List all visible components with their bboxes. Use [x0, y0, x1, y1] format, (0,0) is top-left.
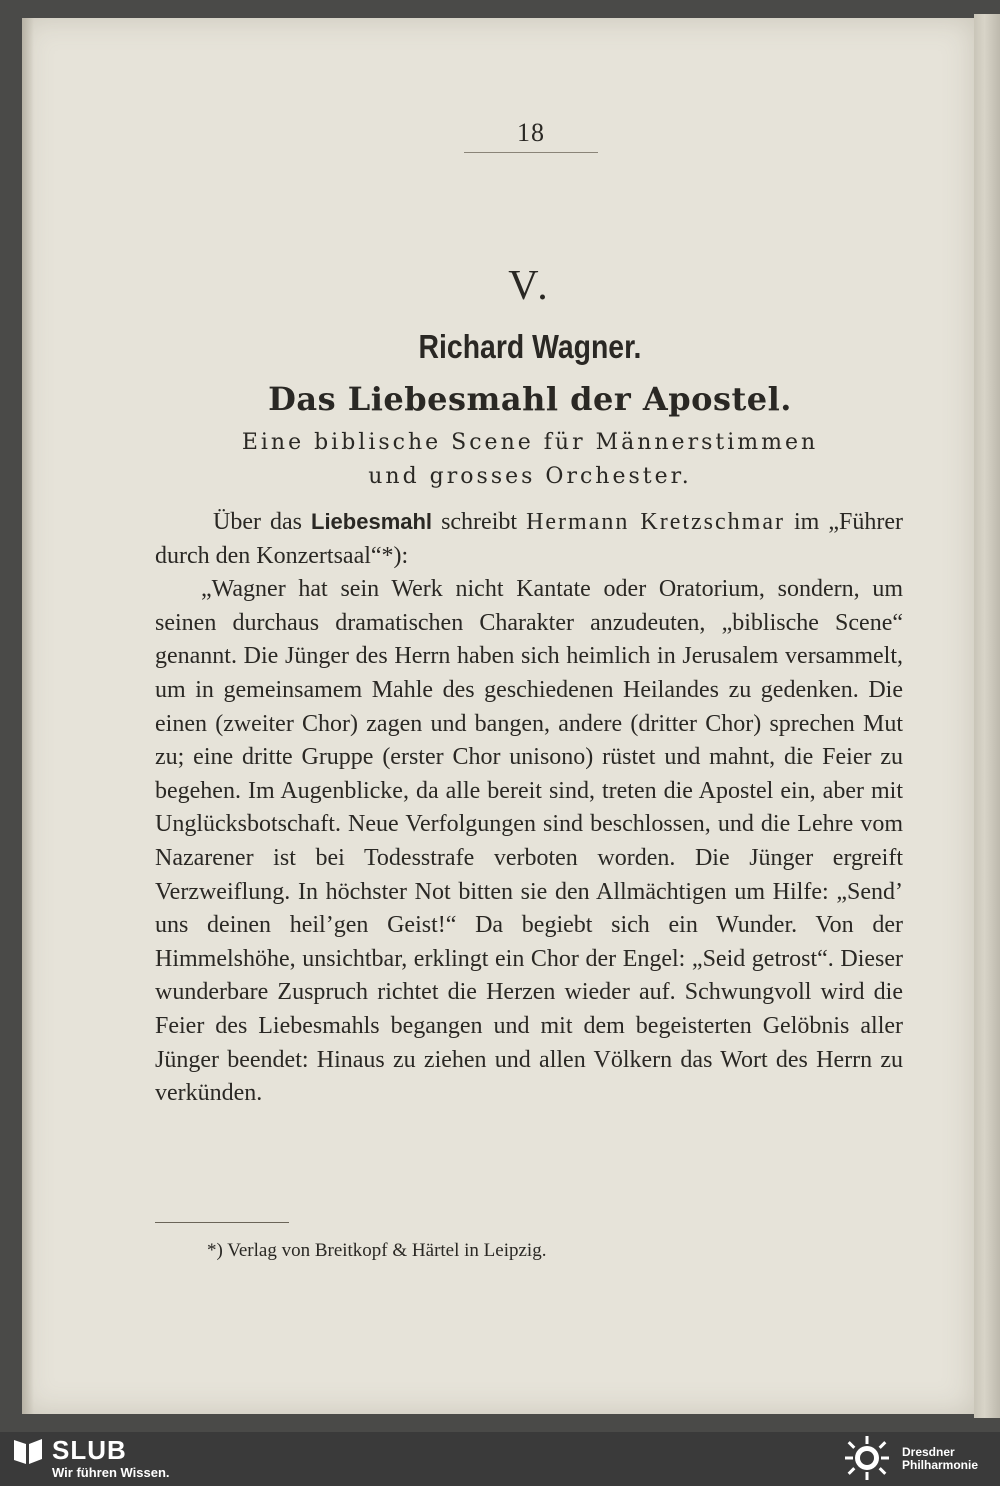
slub-tagline: Wir führen Wissen. [52, 1465, 170, 1480]
philharmonie-name [902, 1446, 978, 1472]
subtitle-line-1: Eine biblische Scene für Männerstimmen [241, 430, 819, 455]
chapter-numeral: V. [508, 263, 552, 309]
footnote-rule [155, 1222, 289, 1223]
page-number-rule [464, 152, 598, 153]
slub-book-icon[interactable] [12, 1436, 46, 1466]
author-name: Hermann Kretzschmar [526, 509, 785, 535]
footnote: *) Verlag von Breitkopf & Härtel in Leipzig. [207, 1240, 547, 1261]
philharmonie-name-line-2: Philharmonie [902, 1458, 979, 1472]
slub-logo-text[interactable]: SLUB [52, 1435, 127, 1465]
quote-paragraph: „Wagner hat sein Werk nicht Kantate oder Oratorium, sondern, um seinen durchaus dramatischen Charakter anzudeuten, „biblische Scene“ genannt. Die Jünger des Herrn haben sich heimlich in Jerusalem versammelt, um in gemeinsamem Mahle des geschiedenen Heilandes zu gedenken. Die einen (zweiter Chor) zagen und bangen, andere (dritter Chor) sprechen Mut zu; eine dritte Gruppe (erster Chor unisono) rüstet und mahnt, die Feier zu begehen. Im Augenblicke, da alle bereit sind, treten die Apostel ein, aber mit Unglücksbotschaft. Neue Verfolgungen sind beschlossen, und die Lehre vom Nazarener ist bei Todesstrafe verboten worden. Die Jünger ergreift Verzweiflung. In höchster Not bitten sie den Allmächtigen um Hilfe: „Send’ uns deinen heil’gen Geist!“ Da begiebt sich ein Wunder. Von der Himmelshöhe, unsichtbar, erklingt ein Chor der Engel: „Seid getrost“. Dieser wunderbare Zuspruch richtet die Herzen wieder auf. Schwungvoll wird die Feier des Liebesmahls begangen und mit dem begeisterten Gelöbnis aller Jünger beendet: Hinaus zu ziehen und allen Völkern das Wort des Herrn zu verkünden. [155, 576, 903, 1107]
subtitle-line-2: und grosses Orchester. [368, 464, 692, 489]
intro-text-end: im „Führer durch den Konzertsaal“*): [155, 509, 903, 569]
intro-paragraph [155, 505, 903, 573]
work-title: Das Liebesmahl der Apostel. [268, 380, 792, 418]
composer-heading: Richard Wagner. [418, 328, 642, 365]
philharmonie-logo-icon[interactable] [840, 1434, 894, 1482]
intro-text-mid: schreibt [432, 509, 527, 535]
philharmonie-name-line-1: Dresdner [902, 1445, 955, 1459]
body-text [155, 505, 903, 1111]
page-number: 18 [517, 118, 545, 147]
intro-text-start: Über das [213, 509, 311, 535]
work-name-emphasis: Liebesmahl [311, 509, 433, 534]
footer-bar [0, 1432, 1000, 1483]
